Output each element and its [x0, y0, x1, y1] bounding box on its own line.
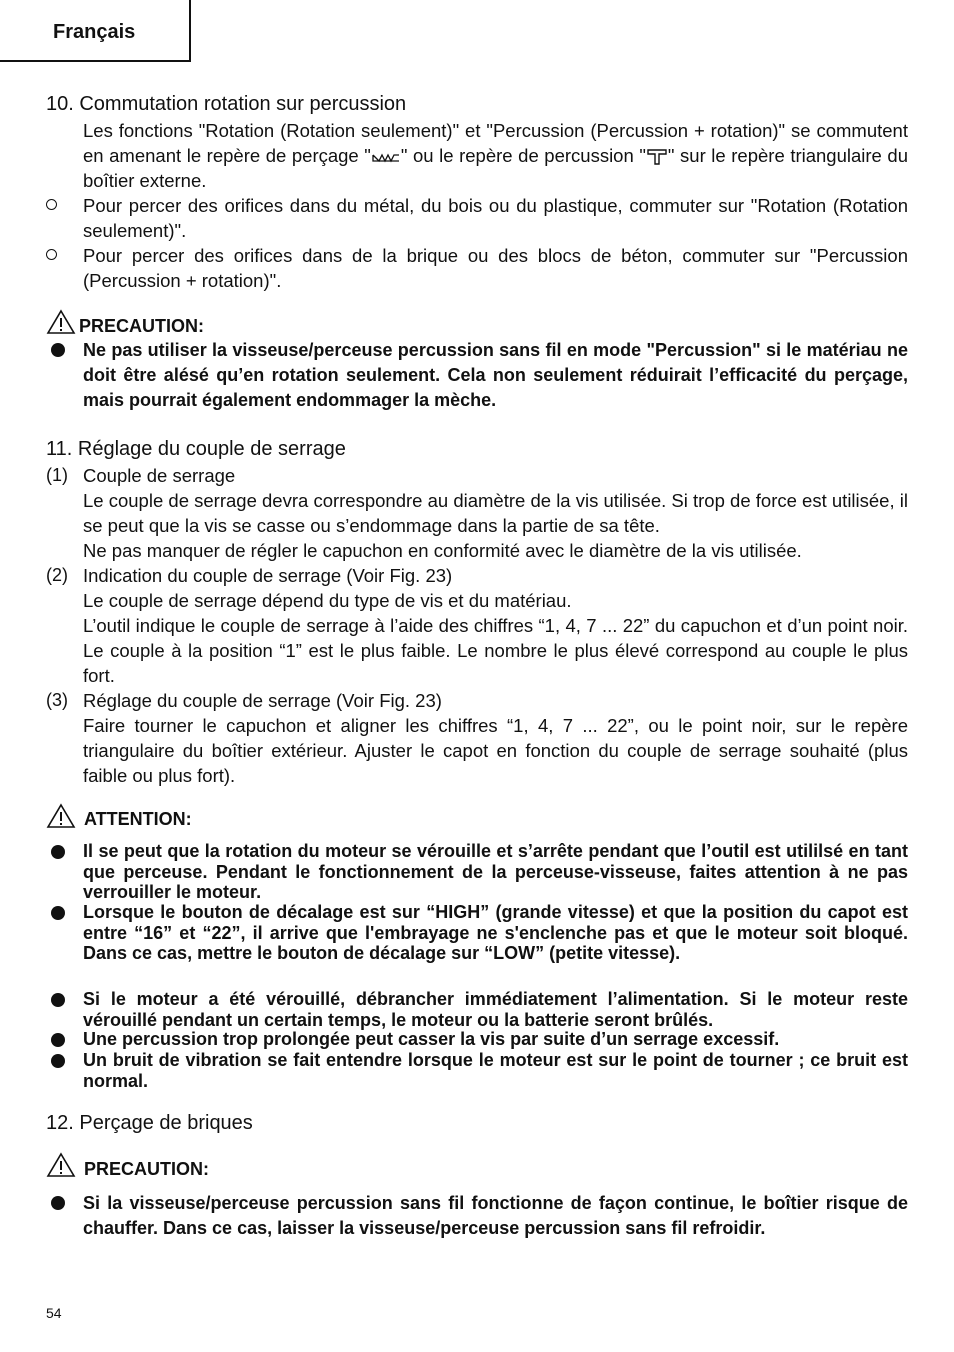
attention-bullet-3: Si le moteur a été vérouillé, débrancher immédiatement l’alimentation. Si le moteur reste vérouillé pendant un certain temps, le moteur ou la batterie seront brûlés. — [83, 989, 908, 1030]
section-10-intro-part2: " ou le repère de percussion " — [400, 145, 646, 166]
sub-3-title: Réglage du couple de serrage (Voir Fig. 23) — [83, 690, 442, 711]
section-12-caution-label: PRECAUTION: — [84, 1159, 209, 1179]
warning-icon — [46, 803, 76, 829]
bullet-dot-icon — [51, 1054, 65, 1068]
section-10-intro — [83, 118, 908, 193]
section-12-heading: 12. Perçage de briques — [46, 1112, 253, 1134]
bullet-circle-icon — [46, 249, 57, 260]
attention-bullet-1: Il se peut que la rotation du moteur se vérouille et s’arrête pendant que l’outil est utililsé en tant que perceuse. Pendant le fonctionnement de la perceuse-visseuse, faites attention à ne pas verrouiller le moteur. — [83, 841, 908, 902]
attention-label: ATTENTION: — [84, 809, 192, 829]
language-tab — [0, 0, 191, 62]
warning-icon — [46, 1152, 76, 1178]
section-11-heading: 11. Réglage du couple de serrage — [46, 438, 346, 460]
section-10-caution-text: Ne pas utiliser la visseuse/perceuse percussion sans fil en mode "Percussion" si le matériau ne doit être alésé qu’en rotation seulement. Cela non seulement réduirait l’efficacité du perçage, mais pourrait également endommager la mèche. — [83, 340, 908, 410]
sub-2-number: (2) — [46, 565, 68, 585]
sub-1-text-2: Ne pas manquer de régler le capuchon en conformité avec le diamètre de la vis utilisée. — [83, 540, 802, 561]
section-10-item-2: Pour percer des orifices dans de la brique ou des blocs de béton, commuter sur "Percussion (Percussion + rotation)". — [83, 245, 908, 291]
attention-bullet-5: Un bruit de vibration se fait entendre lorsque le moteur est sur le point de tourner ; ce bruit est normal. — [83, 1050, 908, 1091]
language-label: Français — [53, 21, 136, 43]
sub-1-title: Couple de serrage — [83, 465, 236, 486]
section-12-caution-text: Si la visseuse/perceuse percussion sans fil fonctionne de façon continue, le boîtier risque de chauffer. Dans ce cas, laisser la visseuse/perceuse percussion sans fil refroidir. — [83, 1193, 908, 1238]
page-number: 54 — [46, 1305, 62, 1321]
section-10-intro-part3: " sur le repère triangulaire du boîtier externe. — [83, 145, 908, 191]
bullet-dot-icon — [51, 845, 65, 859]
sub-1-text: Le couple de serrage devra correspondre au diamètre de la vis utilisée. Si trop de force est utilisée, il se peut que la vis se casse ou s’endommage dans la partie de sa tête. — [83, 490, 908, 536]
sub-3-text: Faire tourner le capuchon et aligner les chiffres “1, 4, 7 ... 22”, ou le point noir, sur le repère triangulaire du boîtier extérieur. Ajuster le capot en fonction du couple de serrage souhaité (plus faible ou plus fort). — [83, 715, 908, 786]
bullet-circle-icon — [46, 199, 57, 210]
warning-icon — [46, 309, 76, 335]
drill-mode-icon — [371, 151, 401, 165]
section-10-intro-part1: Les fonctions "Rotation (Rotation seulement)" et "Percussion (Percussion + rotation)" se commutent en amenant le repère de perçage " — [83, 120, 908, 166]
sub-2-title: Indication du couple de serrage (Voir Fig. 23) — [83, 565, 453, 586]
attention-bullet-4: Une percussion trop prolongée peut casser la vis par suite d’un serrage excessif. — [83, 1029, 780, 1049]
bullet-dot-icon — [51, 993, 65, 1007]
section-10-caution-label: PRECAUTION: — [79, 316, 204, 336]
sub-2-text: Le couple de serrage dépend du type de vis et du matériau. — [83, 590, 572, 611]
bullet-dot-icon — [51, 906, 65, 920]
attention-bullet-2: Lorsque le bouton de décalage est sur “HIGH” (grande vitesse) et que la position du capot est entre “16” et “22”, il arrive que l'embrayage ne s'enclenche pas et que le moteur soit bloqué. Dans ce cas, mettre le bouton de décalage sur “LOW” (petite vitesse). — [83, 902, 908, 963]
sub-1-number: (1) — [46, 465, 68, 485]
bullet-dot-icon — [51, 1033, 65, 1047]
bullet-dot-icon — [51, 1196, 65, 1210]
hammer-mode-icon — [646, 147, 668, 165]
sub-2-text-2: L’outil indique le couple de serrage à l’aide des chiffres “1, 4, 7 ... 22” du capuchon et d’un point noir. Le couple à la position “1” est le plus faible. Le nombre le plus élevé correspond au couple le plus fort. — [83, 615, 908, 686]
section-10-heading: 10. Commutation rotation sur percussion — [46, 93, 407, 115]
section-10-item-1: Pour percer des orifices dans du métal, du bois ou du plastique, commuter sur "Rotation (Rotation seulement)". — [83, 195, 908, 241]
bullet-dot-icon — [51, 343, 65, 357]
sub-3-number: (3) — [46, 690, 68, 710]
